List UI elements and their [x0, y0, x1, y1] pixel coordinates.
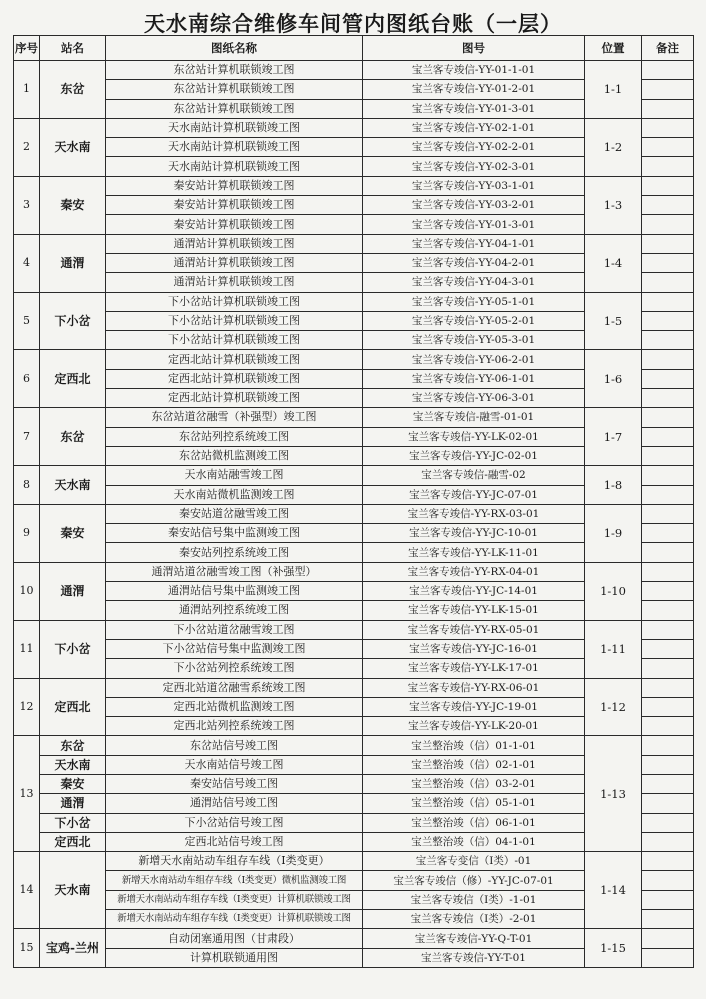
table-row	[14, 736, 694, 755]
note-cell	[642, 350, 694, 369]
note-cell	[642, 427, 694, 446]
note-cell	[642, 215, 694, 234]
drawing-name: 定西北站道岔融雪系统竣工图	[106, 678, 363, 697]
station-name: 通渭	[40, 234, 106, 292]
station-name: 宝鸡-兰州	[40, 929, 106, 968]
drawing-code: 宝兰客专竣信-YY-06-1-01	[363, 369, 585, 388]
drawing-name: 通渭站信号竣工图	[106, 794, 363, 813]
note-cell	[642, 234, 694, 253]
drawing-name: 下小岔站道岔融雪竣工图	[106, 620, 363, 639]
note-cell	[642, 601, 694, 620]
group-number: 11	[14, 620, 40, 678]
note-cell	[642, 813, 694, 832]
table-row	[14, 504, 694, 523]
drawing-code: 宝兰客专竣信-YY-06-2-01	[363, 350, 585, 369]
note-cell	[642, 369, 694, 388]
drawing-code: 宝兰客专竣信-YY-01-2-01	[363, 80, 585, 99]
position: 1-8	[585, 466, 642, 505]
note-cell	[642, 157, 694, 176]
drawing-code: 宝兰客专竣信-YY-01-3-01	[363, 215, 585, 234]
header-row	[14, 36, 694, 61]
note-cell	[642, 697, 694, 716]
note-cell	[642, 543, 694, 562]
group-number: 2	[14, 118, 40, 176]
drawing-name: 新增天水南站动车组存车线（I类变更）	[106, 852, 363, 871]
note-cell	[642, 273, 694, 292]
drawing-name: 秦安站列控系统竣工图	[106, 543, 363, 562]
station-name: 通渭	[40, 794, 106, 813]
table-row	[14, 466, 694, 485]
note-cell	[642, 582, 694, 601]
drawing-code: 宝兰客专竣信-YY-05-1-01	[363, 292, 585, 311]
note-cell	[642, 774, 694, 793]
position: 1-6	[585, 350, 642, 408]
drawing-code: 宝兰客专竣信-YY-LK-20-01	[363, 717, 585, 736]
group-number: 14	[14, 852, 40, 929]
table-row	[14, 61, 694, 80]
note-cell	[642, 99, 694, 118]
station-name: 东岔	[40, 61, 106, 119]
drawing-code: 宝兰客专竣信-YY-06-3-01	[363, 389, 585, 408]
drawing-code: 宝兰客专变信（I类）-01	[363, 852, 585, 871]
group-number: 6	[14, 350, 40, 408]
drawing-code: 宝兰客专竣信（I类）-1-01	[363, 890, 585, 909]
position: 1-12	[585, 678, 642, 736]
group-number: 9	[14, 504, 40, 562]
drawing-name: 通渭站计算机联锁竣工图	[106, 273, 363, 292]
position: 1-5	[585, 292, 642, 350]
drawing-code: 宝兰整治竣（信）06-1-01	[363, 813, 585, 832]
drawing-code: 宝兰客专竣信-YY-JC-14-01	[363, 582, 585, 601]
position: 1-7	[585, 408, 642, 466]
ledger-body	[14, 61, 694, 968]
drawing-name: 下小岔站计算机联锁竣工图	[106, 292, 363, 311]
group-number: 7	[14, 408, 40, 466]
note-cell	[642, 331, 694, 350]
drawing-name: 新增天水南站动车组存车线（I类变更）微机监测竣工图	[106, 871, 363, 890]
table-row	[14, 678, 694, 697]
drawing-code: 宝兰客专竣信-YY-RX-05-01	[363, 620, 585, 639]
note-cell	[642, 61, 694, 80]
header-note: 备注	[642, 36, 694, 61]
drawing-name: 定西北站列控系统竣工图	[106, 717, 363, 736]
position: 1-4	[585, 234, 642, 292]
group-number: 15	[14, 929, 40, 968]
station-name: 下小岔	[40, 620, 106, 678]
header-pos: 位置	[585, 36, 642, 61]
drawing-code: 宝兰客专竣信-YY-01-1-01	[363, 61, 585, 80]
station-name: 下小岔	[40, 292, 106, 350]
drawing-name: 秦安站计算机联锁竣工图	[106, 215, 363, 234]
note-cell	[642, 871, 694, 890]
drawing-name: 秦安站计算机联锁竣工图	[106, 196, 363, 215]
table-row	[14, 562, 694, 581]
position: 1-13	[585, 736, 642, 852]
drawing-code: 宝兰客专竣信-融雪-02	[363, 466, 585, 485]
drawing-code: 宝兰客专竣信-YY-JC-16-01	[363, 639, 585, 658]
station-name: 天水南	[40, 466, 106, 505]
station-name: 东岔	[40, 408, 106, 466]
group-number: 4	[14, 234, 40, 292]
drawing-code: 宝兰客专竣信-YY-RX-04-01	[363, 562, 585, 581]
drawing-code: 宝兰客专竣信-YY-RX-03-01	[363, 504, 585, 523]
note-cell	[642, 80, 694, 99]
drawing-name: 通渭站道岔融雪竣工图（补强型）	[106, 562, 363, 581]
drawing-name: 定西北站计算机联锁竣工图	[106, 369, 363, 388]
drawing-name: 秦安站信号竣工图	[106, 774, 363, 793]
position: 1-15	[585, 929, 642, 968]
note-cell	[642, 639, 694, 658]
note-cell	[642, 736, 694, 755]
drawing-code: 宝兰客专竣信-YY-03-1-01	[363, 176, 585, 195]
note-cell	[642, 929, 694, 948]
drawing-name: 东岔站信号竣工图	[106, 736, 363, 755]
drawing-code: 宝兰客专竣信-YY-JC-19-01	[363, 697, 585, 716]
table-row	[14, 176, 694, 195]
note-cell	[642, 446, 694, 465]
drawing-name: 下小岔站计算机联锁竣工图	[106, 331, 363, 350]
drawing-code: 宝兰客专竣信（I类）-2-01	[363, 910, 585, 929]
table-row	[14, 118, 694, 137]
drawing-name: 定西北站计算机联锁竣工图	[106, 389, 363, 408]
drawing-code: 宝兰整治竣（信）05-1-01	[363, 794, 585, 813]
group-number: 8	[14, 466, 40, 505]
note-cell	[642, 504, 694, 523]
group-number: 1	[14, 61, 40, 119]
position: 1-1	[585, 61, 642, 119]
table-row	[14, 408, 694, 427]
station-name: 东岔	[40, 736, 106, 755]
note-cell	[642, 485, 694, 504]
drawing-code: 宝兰整治竣（信）01-1-01	[363, 736, 585, 755]
drawing-code: 宝兰客专竣信-YY-LK-11-01	[363, 543, 585, 562]
position: 1-14	[585, 852, 642, 929]
drawing-ledger-table	[13, 35, 694, 968]
note-cell	[642, 176, 694, 195]
header-station: 站名	[40, 36, 106, 61]
position: 1-3	[585, 176, 642, 234]
drawing-name: 定西北站微机监测竣工图	[106, 697, 363, 716]
drawing-code: 宝兰客专竣信-YY-Q-T-01	[363, 929, 585, 948]
drawing-name: 天水南站计算机联锁竣工图	[106, 157, 363, 176]
note-cell	[642, 311, 694, 330]
note-cell	[642, 852, 694, 871]
drawing-code: 宝兰整治竣（信）03-2-01	[363, 774, 585, 793]
position: 1-11	[585, 620, 642, 678]
note-cell	[642, 466, 694, 485]
drawing-name: 下小岔站信号竣工图	[106, 813, 363, 832]
drawing-name: 东岔站微机监测竣工图	[106, 446, 363, 465]
drawing-name: 东岔站道岔融雪（补强型）竣工图	[106, 408, 363, 427]
station-name: 通渭	[40, 562, 106, 620]
drawing-name: 秦安站道岔融雪竣工图	[106, 504, 363, 523]
drawing-code: 宝兰客专竣信-YY-JC-02-01	[363, 446, 585, 465]
drawing-code: 宝兰客专竣信-YY-JC-07-01	[363, 485, 585, 504]
table-row	[14, 852, 694, 871]
drawing-name: 东岔站计算机联锁竣工图	[106, 61, 363, 80]
drawing-name: 秦安站信号集中监测竣工图	[106, 524, 363, 543]
note-cell	[642, 138, 694, 157]
drawing-code: 宝兰客专竣信-YY-02-3-01	[363, 157, 585, 176]
drawing-name: 东岔站计算机联锁竣工图	[106, 99, 363, 118]
station-name: 天水南	[40, 852, 106, 929]
station-name: 定西北	[40, 350, 106, 408]
group-number: 12	[14, 678, 40, 736]
drawing-code: 宝兰客专竣信-YY-02-1-01	[363, 118, 585, 137]
note-cell	[642, 408, 694, 427]
station-name: 秦安	[40, 504, 106, 562]
note-cell	[642, 755, 694, 774]
note-cell	[642, 292, 694, 311]
position: 1-2	[585, 118, 642, 176]
drawing-code: 宝兰整治竣（信）04-1-01	[363, 832, 585, 851]
note-cell	[642, 118, 694, 137]
station-name: 下小岔	[40, 813, 106, 832]
drawing-name: 计算机联锁通用图	[106, 948, 363, 967]
note-cell	[642, 832, 694, 851]
group-number: 10	[14, 562, 40, 620]
note-cell	[642, 253, 694, 272]
drawing-code: 宝兰客专竣信-YY-04-1-01	[363, 234, 585, 253]
station-name: 秦安	[40, 176, 106, 234]
note-cell	[642, 794, 694, 813]
drawing-name: 通渭站信号集中监测竣工图	[106, 582, 363, 601]
drawing-name: 通渭站计算机联锁竣工图	[106, 253, 363, 272]
note-cell	[642, 659, 694, 678]
drawing-code: 宝兰客专竣信-YY-LK-17-01	[363, 659, 585, 678]
drawing-name: 天水南站计算机联锁竣工图	[106, 138, 363, 157]
drawing-name: 天水南站融雪竣工图	[106, 466, 363, 485]
drawing-name: 天水南站计算机联锁竣工图	[106, 118, 363, 137]
note-cell	[642, 717, 694, 736]
station-name: 定西北	[40, 832, 106, 851]
drawing-code: 宝兰客专竣信-YY-05-3-01	[363, 331, 585, 350]
group-number: 3	[14, 176, 40, 234]
drawing-code: 宝兰客专竣信-YY-RX-06-01	[363, 678, 585, 697]
note-cell	[642, 196, 694, 215]
station-name: 定西北	[40, 678, 106, 736]
table-row	[14, 292, 694, 311]
drawing-code: 宝兰整治竣（信）02-1-01	[363, 755, 585, 774]
position: 1-9	[585, 504, 642, 562]
header-name: 图纸名称	[106, 36, 363, 61]
drawing-name: 定西北站计算机联锁竣工图	[106, 350, 363, 369]
drawing-name: 新增天水南站动车组存车线（I类变更）计算机联锁竣工图	[106, 890, 363, 909]
note-cell	[642, 910, 694, 929]
drawing-code: 宝兰客专竣信-YY-05-2-01	[363, 311, 585, 330]
drawing-name: 下小岔站信号集中监测竣工图	[106, 639, 363, 658]
note-cell	[642, 620, 694, 639]
drawing-code: 宝兰客专竣信-YY-04-3-01	[363, 273, 585, 292]
table-row	[14, 929, 694, 948]
drawing-name: 东岔站列控系统竣工图	[106, 427, 363, 446]
drawing-code: 宝兰客专竣信-YY-04-2-01	[363, 253, 585, 272]
group-number: 5	[14, 292, 40, 350]
note-cell	[642, 678, 694, 697]
drawing-name: 通渭站计算机联锁竣工图	[106, 234, 363, 253]
drawing-name: 下小岔站计算机联锁竣工图	[106, 311, 363, 330]
station-name: 天水南	[40, 118, 106, 176]
drawing-code: 宝兰客专竣信-YY-LK-02-01	[363, 427, 585, 446]
drawing-code: 宝兰客专竣信-YY-JC-10-01	[363, 524, 585, 543]
note-cell	[642, 524, 694, 543]
table-row	[14, 620, 694, 639]
note-cell	[642, 890, 694, 909]
drawing-code: 宝兰客专竣信（修）-YY-JC-07-01	[363, 871, 585, 890]
drawing-name: 天水南站信号竣工图	[106, 755, 363, 774]
drawing-name: 天水南站微机监测竣工图	[106, 485, 363, 504]
note-cell	[642, 389, 694, 408]
drawing-code: 宝兰客专竣信-YY-01-3-01	[363, 99, 585, 118]
position: 1-10	[585, 562, 642, 620]
group-number: 13	[14, 736, 40, 852]
note-cell	[642, 948, 694, 967]
drawing-name: 下小岔站列控系统竣工图	[106, 659, 363, 678]
station-name: 秦安	[40, 774, 106, 793]
header-no: 序号	[14, 36, 40, 61]
header-code: 图号	[363, 36, 585, 61]
drawing-name: 定西北站信号竣工图	[106, 832, 363, 851]
page-title: 天水南综合维修车间管内图纸台账（一层）	[144, 11, 562, 36]
station-name: 天水南	[40, 755, 106, 774]
drawing-code: 宝兰客专竣信-YY-T-01	[363, 948, 585, 967]
drawing-name: 自动闭塞通用图（甘肃段）	[106, 929, 363, 948]
drawing-name: 东岔站计算机联锁竣工图	[106, 80, 363, 99]
drawing-name: 通渭站列控系统竣工图	[106, 601, 363, 620]
drawing-code: 宝兰客专竣信-YY-02-2-01	[363, 138, 585, 157]
table-row	[14, 350, 694, 369]
drawing-code: 宝兰客专竣信-YY-LK-15-01	[363, 601, 585, 620]
drawing-code: 宝兰客专竣信-融雪-01-01	[363, 408, 585, 427]
drawing-name: 秦安站计算机联锁竣工图	[106, 176, 363, 195]
note-cell	[642, 562, 694, 581]
drawing-name: 新增天水南站动车组存车线（I类变更）计算机联锁竣工图	[106, 910, 363, 929]
table-row	[14, 234, 694, 253]
drawing-code: 宝兰客专竣信-YY-03-2-01	[363, 196, 585, 215]
